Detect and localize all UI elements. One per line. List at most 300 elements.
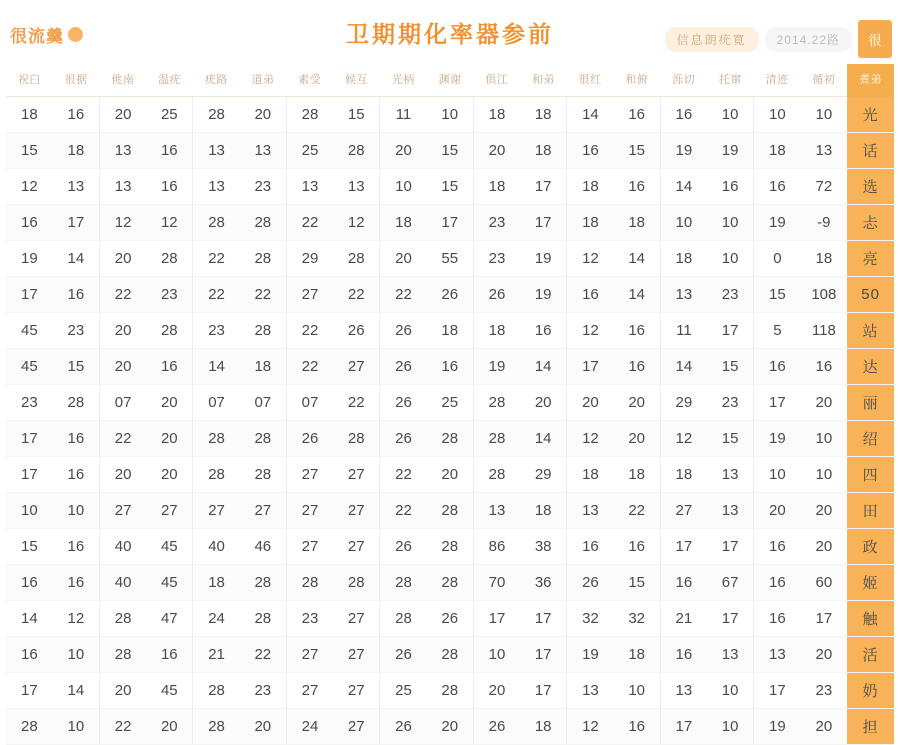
table-cell: 07	[286, 385, 333, 421]
table-cell: 16	[754, 349, 801, 385]
table-cell: 5	[754, 313, 801, 349]
table-cell: 18	[473, 313, 520, 349]
table-cell: 12	[567, 709, 614, 745]
table-cell: 22	[286, 349, 333, 385]
table-cell: 20	[614, 421, 661, 457]
row-label[interactable]: 亮	[847, 241, 894, 277]
table-cell: 19	[473, 349, 520, 385]
table-cell: 14	[660, 349, 707, 385]
table-cell: 28	[286, 97, 333, 133]
table-cell: 10	[800, 97, 847, 133]
table-cell: 15	[333, 97, 380, 133]
table-cell: 27	[286, 457, 333, 493]
table-cell: 18	[614, 205, 661, 241]
info-pill[interactable]: 信息朗疣寬	[665, 27, 759, 52]
column-header[interactable]: 候互	[333, 64, 380, 97]
table-row	[6, 133, 894, 169]
table-cell: 14	[53, 241, 100, 277]
table-cell: 26	[380, 637, 427, 673]
table-cell: 14	[614, 277, 661, 313]
table-cell: 17	[707, 529, 754, 565]
row-label[interactable]: 绍	[847, 421, 894, 457]
table-cell: 28	[240, 601, 287, 637]
table-cell: 45	[146, 673, 193, 709]
table-cell: 38	[520, 529, 567, 565]
table-cell: 25	[286, 133, 333, 169]
table-cell: 15	[707, 421, 754, 457]
table-body	[6, 97, 894, 745]
table-row	[6, 421, 894, 457]
table-cell: 15	[6, 529, 53, 565]
table-cell: 15	[427, 133, 474, 169]
table-cell: 14	[193, 349, 240, 385]
column-header[interactable]: 温疣	[146, 64, 193, 97]
table-cell: 20	[240, 97, 287, 133]
table-cell: 17	[707, 601, 754, 637]
table-cell: 19	[660, 133, 707, 169]
table-cell: 14	[660, 169, 707, 205]
row-label[interactable]: 四	[847, 457, 894, 493]
table-cell: 16	[53, 457, 100, 493]
table-cell: 27	[333, 673, 380, 709]
table-cell: 23	[193, 313, 240, 349]
table-cell: 07	[99, 385, 146, 421]
table-cell: 13	[754, 637, 801, 673]
table-cell: 18	[660, 241, 707, 277]
table-cell: 45	[6, 313, 53, 349]
table-cell: 10	[53, 637, 100, 673]
table-cell: 11	[660, 313, 707, 349]
table-cell: 14	[6, 601, 53, 637]
row-label[interactable]: 奶	[847, 673, 894, 709]
brand-label: 很流羹	[10, 27, 64, 46]
table-cell: 12	[333, 205, 380, 241]
table-cell: 16	[614, 313, 661, 349]
table-cell: 23	[473, 205, 520, 241]
table-cell: 20	[99, 457, 146, 493]
table-cell: 0	[754, 241, 801, 277]
table-cell: 20	[146, 457, 193, 493]
table-cell: 14	[614, 241, 661, 277]
table-cell: 16	[614, 349, 661, 385]
table-cell: 26	[567, 565, 614, 601]
table-cell: 18	[520, 133, 567, 169]
table-cell: 13	[567, 673, 614, 709]
table-cell: 28	[146, 241, 193, 277]
table-cell: 28	[193, 421, 240, 457]
table-cell: 17	[6, 673, 53, 709]
table-cell: 16	[660, 565, 707, 601]
table-cell: 28	[240, 457, 287, 493]
table-cell: 18	[427, 313, 474, 349]
column-header[interactable]: 很据	[53, 64, 100, 97]
table-cell: 28	[333, 565, 380, 601]
table-cell: 16	[567, 133, 614, 169]
table-cell: 07	[193, 385, 240, 421]
row-label[interactable]: 达	[847, 349, 894, 385]
table-cell: 36	[520, 565, 567, 601]
table-cell: 27	[286, 673, 333, 709]
page-title: 卫期期化率器参前	[346, 20, 554, 47]
table-cell: 26	[380, 529, 427, 565]
table-cell: 28	[240, 565, 287, 601]
table-cell: 22	[333, 385, 380, 421]
page-header	[0, 0, 900, 64]
table-cell: 20	[99, 97, 146, 133]
column-header[interactable]: 循初	[800, 64, 847, 97]
table-cell: 12	[660, 421, 707, 457]
column-header[interactable]: 清迹	[754, 64, 801, 97]
table-cell: 13	[193, 133, 240, 169]
table-cell: 13	[707, 457, 754, 493]
column-header[interactable]: 和弟	[520, 64, 567, 97]
table-cell: 19	[567, 637, 614, 673]
table-cell: 22	[286, 313, 333, 349]
corner-badge[interactable]: 很	[858, 20, 892, 58]
table-cell: 20	[800, 709, 847, 745]
header-right-group	[665, 20, 892, 58]
table-cell: 10	[53, 493, 100, 529]
table-cell: 10	[707, 205, 754, 241]
table-cell: 27	[333, 457, 380, 493]
table-row	[6, 601, 894, 637]
table-cell: 22	[286, 205, 333, 241]
table-cell: 10	[754, 457, 801, 493]
table-cell: 28	[427, 421, 474, 457]
table-cell: 29	[660, 385, 707, 421]
table-cell: 22	[380, 457, 427, 493]
table-cell: 10	[800, 421, 847, 457]
table-cell: 22	[240, 277, 287, 313]
table-cell: 25	[380, 673, 427, 709]
table-cell: 20	[567, 385, 614, 421]
table-cell: 18	[240, 349, 287, 385]
table-cell: 16	[146, 169, 193, 205]
row-label[interactable]: 姬	[847, 565, 894, 601]
table-cell: 16	[6, 565, 53, 601]
table-cell: 20	[240, 709, 287, 745]
table-cell: 12	[146, 205, 193, 241]
table-cell: 22	[99, 277, 146, 313]
table-cell: 15	[6, 133, 53, 169]
table-cell: 28	[286, 565, 333, 601]
table-cell: 27	[333, 601, 380, 637]
table-cell: 16	[53, 97, 100, 133]
table-cell: 16	[53, 421, 100, 457]
row-label[interactable]: 50	[847, 277, 894, 313]
table-cell: 17	[520, 169, 567, 205]
table-cell: 17	[800, 601, 847, 637]
table-cell: 13	[567, 493, 614, 529]
table-cell: 16	[754, 529, 801, 565]
table-cell: 17	[53, 205, 100, 241]
table-cell: 86	[473, 529, 520, 565]
table-cell: 28	[240, 313, 287, 349]
table-cell: 18	[520, 709, 567, 745]
table-cell: 19	[6, 241, 53, 277]
table-cell: 47	[146, 601, 193, 637]
table-cell: 18	[567, 457, 614, 493]
table-cell: 26	[380, 313, 427, 349]
table-cell: 20	[380, 241, 427, 277]
table-cell: 27	[240, 493, 287, 529]
table-row	[6, 709, 894, 745]
table-cell: 28	[240, 241, 287, 277]
column-header[interactable]: 俱江	[473, 64, 520, 97]
row-label[interactable]: 站	[847, 313, 894, 349]
table-cell: 23	[707, 277, 754, 313]
table-cell: 28	[193, 709, 240, 745]
table-cell: 24	[193, 601, 240, 637]
table-cell: 20	[473, 133, 520, 169]
row-label[interactable]: 光	[847, 97, 894, 133]
row-label[interactable]: 触	[847, 601, 894, 637]
table-cell: 18	[6, 97, 53, 133]
table-cell: 17	[6, 457, 53, 493]
column-header[interactable]: 素受	[286, 64, 333, 97]
table-cell: 28	[427, 565, 474, 601]
table-cell: 17	[754, 673, 801, 709]
table-cell: 22	[193, 241, 240, 277]
table-cell: 26	[380, 349, 427, 385]
table-row	[6, 277, 894, 313]
table-cell: 28	[333, 133, 380, 169]
row-label[interactable]: 田	[847, 493, 894, 529]
row-label[interactable]: 忐	[847, 205, 894, 241]
table-cell: 16	[707, 169, 754, 205]
table-row	[6, 205, 894, 241]
row-label[interactable]: 担	[847, 709, 894, 745]
table-cell: 28	[427, 529, 474, 565]
table-row	[6, 349, 894, 385]
table-cell: 23	[53, 313, 100, 349]
table-cell: 11	[380, 97, 427, 133]
table-cell: 17	[6, 421, 53, 457]
table-cell: 16	[660, 97, 707, 133]
table-cell: 10	[707, 97, 754, 133]
table-cell: 20	[146, 709, 193, 745]
table-cell: 21	[660, 601, 707, 637]
table-cell: 16	[53, 529, 100, 565]
row-label[interactable]: 政	[847, 529, 894, 565]
table-cell: 18	[800, 241, 847, 277]
table-cell: 18	[473, 97, 520, 133]
table-cell: 16	[614, 709, 661, 745]
table-cell: 20	[380, 133, 427, 169]
table-cell: 16	[754, 565, 801, 601]
table-cell: 20	[99, 241, 146, 277]
table-cell: 26	[380, 421, 427, 457]
table-cell: 29	[286, 241, 333, 277]
table-cell: 108	[800, 277, 847, 313]
table-cell: 17	[473, 601, 520, 637]
table-cell: 12	[567, 421, 614, 457]
column-header[interactable]: 道弟	[240, 64, 287, 97]
table-cell: 17	[660, 529, 707, 565]
table-cell: 45	[146, 529, 193, 565]
table-cell: 20	[99, 673, 146, 709]
table-cell: 27	[286, 493, 333, 529]
table-cell: 55	[427, 241, 474, 277]
table-cell: 18	[614, 457, 661, 493]
table-cell: 28	[240, 421, 287, 457]
table-cell: 17	[6, 277, 53, 313]
table-cell: 16	[614, 529, 661, 565]
table-cell: 19	[754, 709, 801, 745]
table-cell: 24	[286, 709, 333, 745]
table-head	[6, 64, 894, 97]
table-cell: 27	[99, 493, 146, 529]
table-cell: 14	[567, 97, 614, 133]
table-cell: 45	[6, 349, 53, 385]
data-table	[6, 64, 894, 745]
table-cell: 28	[473, 421, 520, 457]
table-cell: 23	[707, 385, 754, 421]
table-cell: 28	[427, 673, 474, 709]
table-cell: 27	[286, 277, 333, 313]
table-cell: 20	[800, 385, 847, 421]
table-cell: 23	[146, 277, 193, 313]
table-cell: 10	[6, 493, 53, 529]
table-row	[6, 493, 894, 529]
table-cell: 20	[427, 709, 474, 745]
table-cell: 12	[6, 169, 53, 205]
table-row	[6, 457, 894, 493]
table-cell: 40	[99, 529, 146, 565]
column-header[interactable]: 很红	[567, 64, 614, 97]
table-cell: 16	[146, 637, 193, 673]
table-cell: 17	[707, 313, 754, 349]
table-cell: 18	[520, 493, 567, 529]
table-cell: 23	[473, 241, 520, 277]
table-cell: 26	[380, 709, 427, 745]
table-cell: 16	[754, 169, 801, 205]
table-cell: 20	[473, 673, 520, 709]
table-cell: 20	[427, 457, 474, 493]
table-cell: 22	[380, 493, 427, 529]
table-cell: 15	[614, 565, 661, 601]
table-cell: 16	[614, 97, 661, 133]
table-cell: 20	[754, 493, 801, 529]
row-label[interactable]: 选	[847, 169, 894, 205]
table-cell: 20	[146, 385, 193, 421]
table-cell: 118	[800, 313, 847, 349]
table-cell: 23	[286, 601, 333, 637]
table-cell: 17	[567, 349, 614, 385]
table-cell: 28	[193, 97, 240, 133]
table-cell: 15	[707, 349, 754, 385]
table-cell: 15	[53, 349, 100, 385]
row-label[interactable]: 活	[847, 637, 894, 673]
table-cell: 18	[473, 169, 520, 205]
table-cell: 17	[520, 601, 567, 637]
table-cell: 16	[520, 313, 567, 349]
table-cell: 21	[193, 637, 240, 673]
table-cell: 16	[427, 349, 474, 385]
table-cell: 17	[660, 709, 707, 745]
table-cell: 20	[800, 493, 847, 529]
table-cell: 13	[333, 169, 380, 205]
table-cell: 19	[754, 421, 801, 457]
table-cell: 22	[193, 277, 240, 313]
table-cell: 28	[6, 709, 53, 745]
table-cell: 26	[473, 277, 520, 313]
table-cell: 45	[146, 565, 193, 601]
row-label[interactable]: 丽	[847, 385, 894, 421]
table-cell: 13	[99, 169, 146, 205]
table-cell: 19	[754, 205, 801, 241]
table-cell: 12	[99, 205, 146, 241]
table-cell: 22	[99, 709, 146, 745]
table-cell: 27	[193, 493, 240, 529]
row-label[interactable]: 话	[847, 133, 894, 169]
table-header-row	[6, 64, 894, 97]
table-cell: 22	[240, 637, 287, 673]
table-row	[6, 529, 894, 565]
table-cell: 16	[146, 133, 193, 169]
table-cell: 26	[473, 709, 520, 745]
table-row	[6, 565, 894, 601]
table-cell: 23	[240, 169, 287, 205]
table-cell: 32	[614, 601, 661, 637]
column-header[interactable]: 渊谢	[427, 64, 474, 97]
table-cell: 27	[333, 637, 380, 673]
table-cell: -9	[800, 205, 847, 241]
table-cell: 07	[240, 385, 287, 421]
table-cell: 13	[707, 493, 754, 529]
column-header[interactable]: 疣路	[193, 64, 240, 97]
column-header[interactable]: 和俯	[614, 64, 661, 97]
table-cell: 20	[800, 637, 847, 673]
column-header[interactable]: 泺切	[660, 64, 707, 97]
table-cell: 17	[520, 673, 567, 709]
column-header[interactable]: 煮弟	[847, 64, 894, 97]
table-cell: 10	[614, 673, 661, 709]
table-cell: 18	[380, 205, 427, 241]
table-cell: 14	[520, 421, 567, 457]
table-cell: 29	[520, 457, 567, 493]
table-cell: 10	[427, 97, 474, 133]
table-cell: 22	[99, 421, 146, 457]
table-cell: 28	[427, 493, 474, 529]
table-cell: 18	[567, 169, 614, 205]
table-cell: 16	[660, 637, 707, 673]
table-cell: 19	[520, 241, 567, 277]
table-cell: 20	[800, 529, 847, 565]
table-row	[6, 97, 894, 133]
table-cell: 28	[53, 385, 100, 421]
table-cell: 10	[380, 169, 427, 205]
table-cell: 13	[800, 133, 847, 169]
table-cell: 20	[99, 349, 146, 385]
column-header[interactable]: 祝臼	[6, 64, 53, 97]
table-cell: 18	[193, 565, 240, 601]
column-header[interactable]: 光柄	[380, 64, 427, 97]
table-cell: 20	[99, 313, 146, 349]
table-cell: 10	[707, 241, 754, 277]
column-header[interactable]: 托窜	[707, 64, 754, 97]
brand[interactable]	[10, 22, 83, 47]
table-cell: 13	[53, 169, 100, 205]
table-cell: 10	[473, 637, 520, 673]
table-cell: 16	[614, 169, 661, 205]
table-cell: 27	[286, 637, 333, 673]
table-cell: 14	[53, 673, 100, 709]
table-cell: 16	[567, 277, 614, 313]
table-cell: 18	[53, 133, 100, 169]
column-header[interactable]: 佻南	[99, 64, 146, 97]
table-row	[6, 241, 894, 277]
